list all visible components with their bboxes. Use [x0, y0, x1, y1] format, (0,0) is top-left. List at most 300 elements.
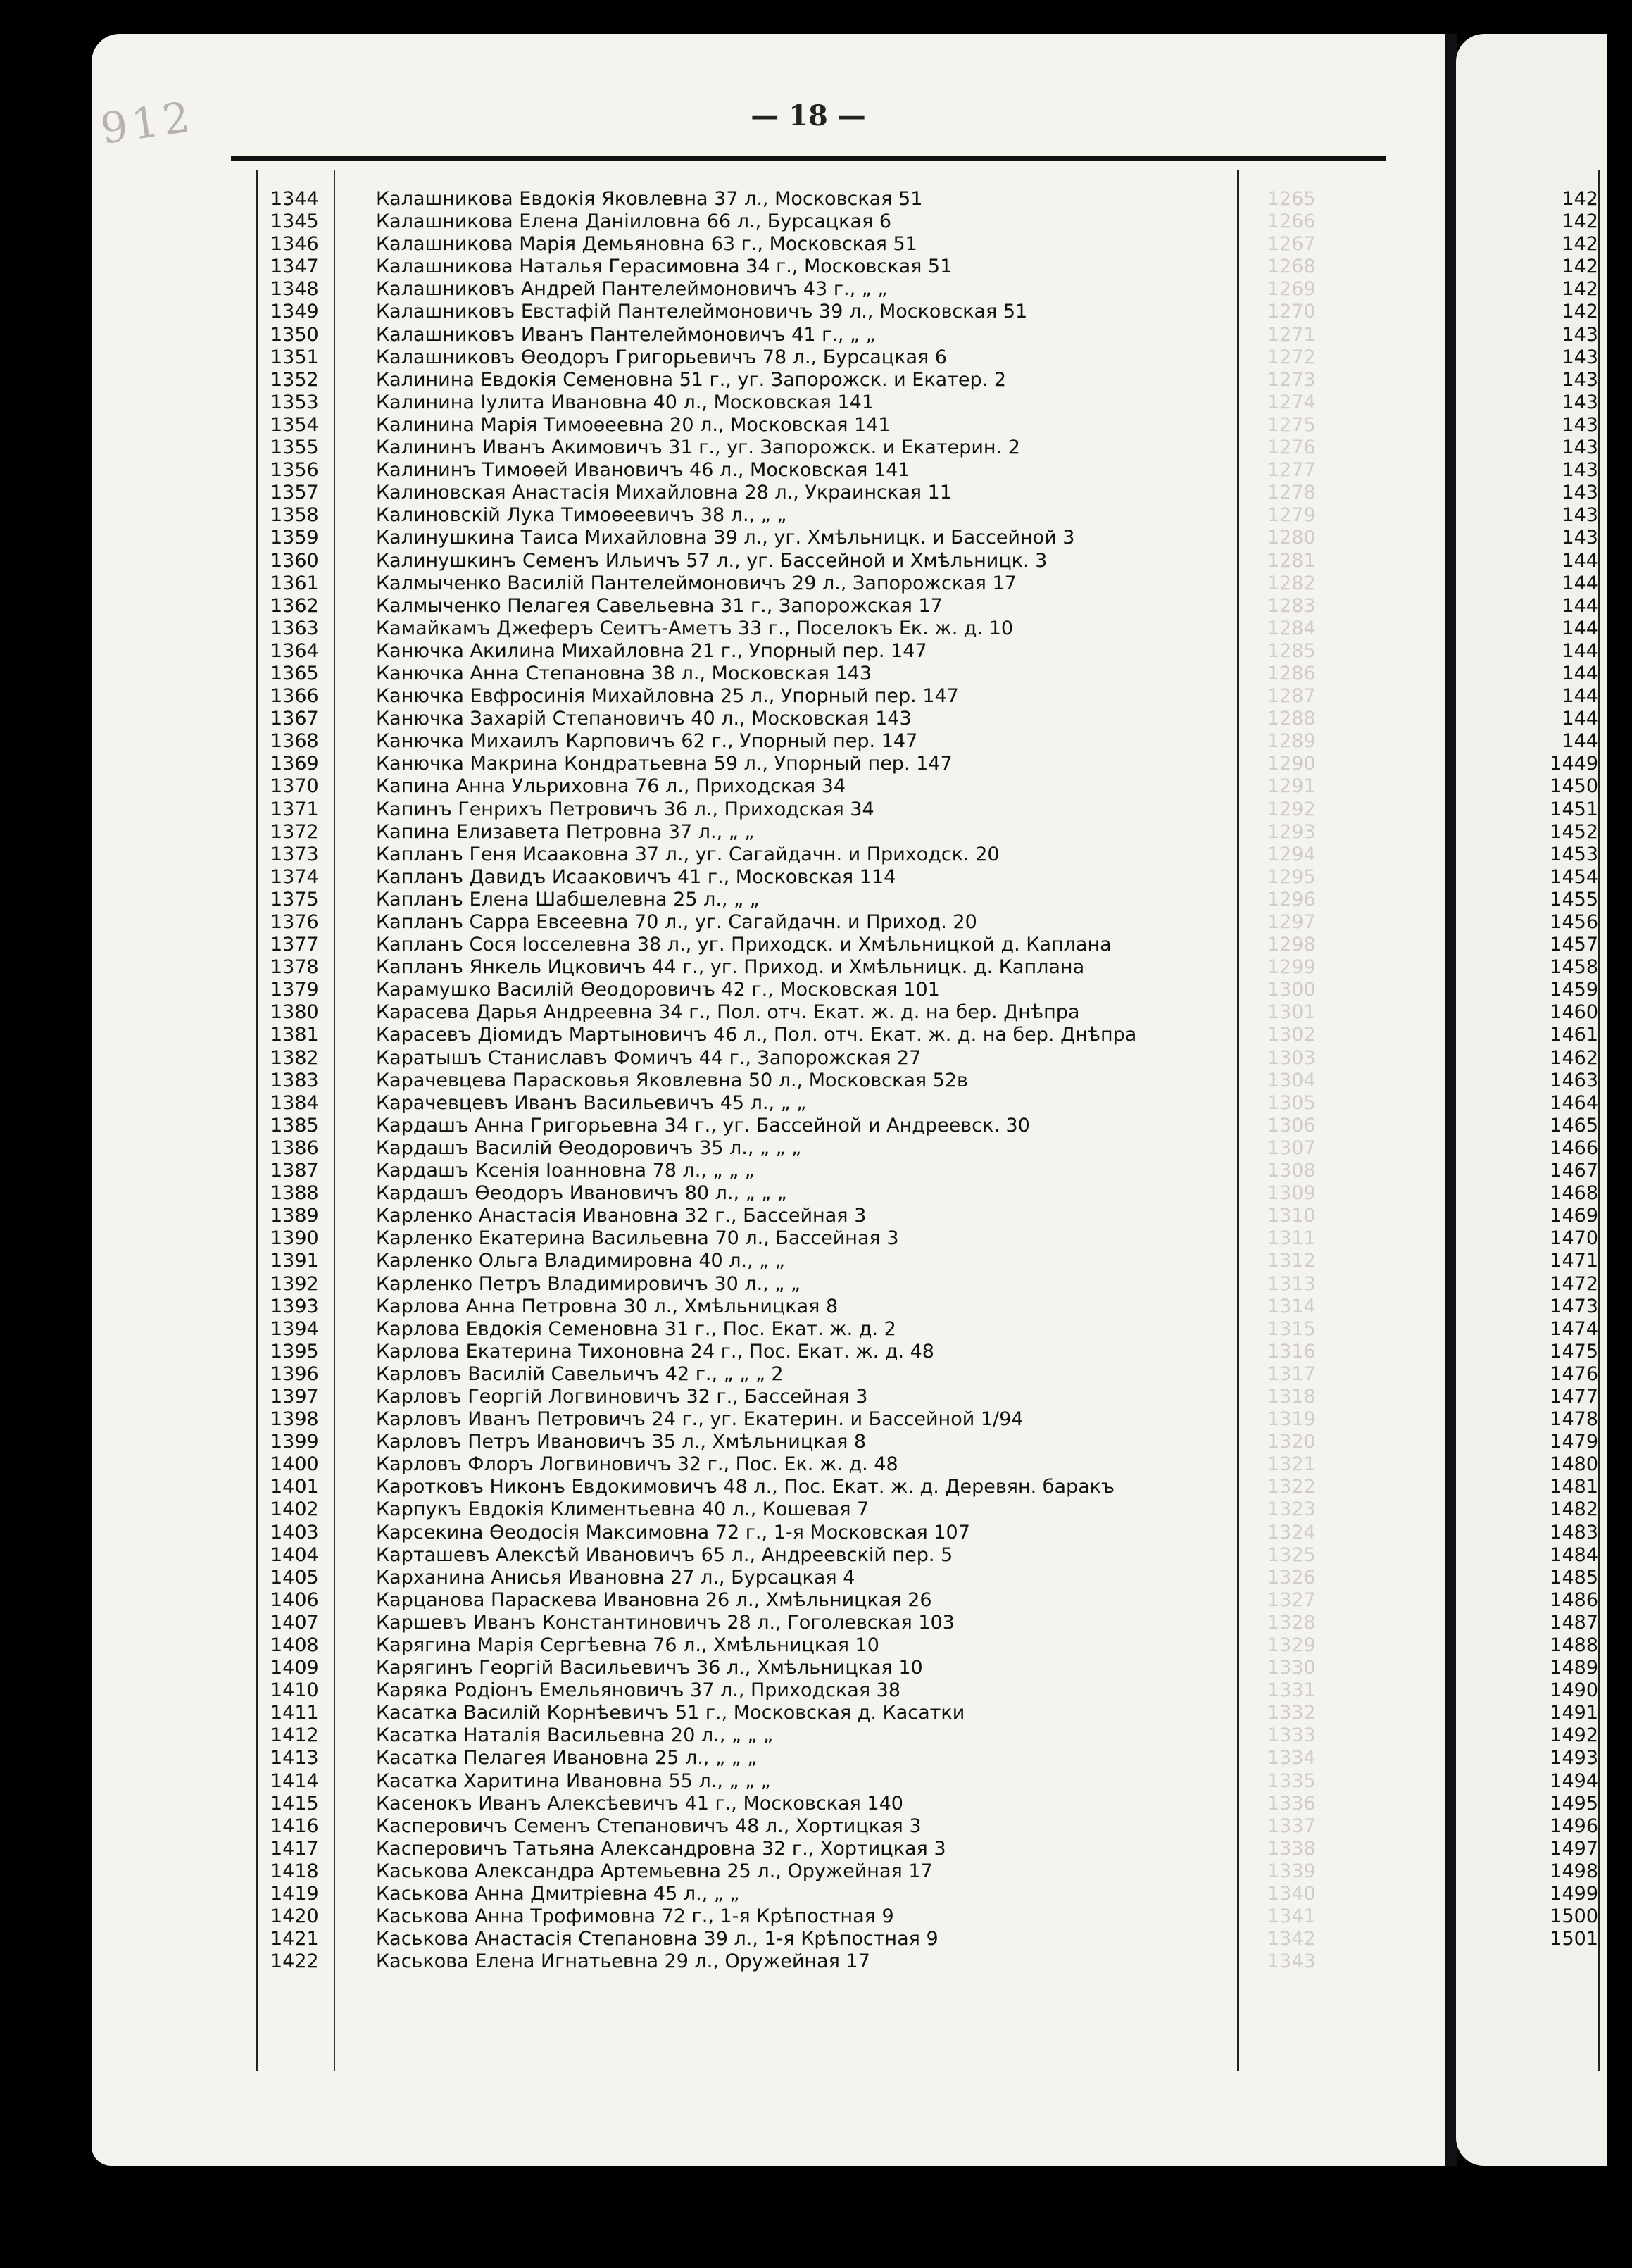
next-page-number: 142 [1562, 188, 1598, 210]
entry-number: 1390 [270, 1227, 319, 1250]
bleed-through-number: 1293 [1267, 820, 1316, 843]
next-page-number: 1491 [1550, 1702, 1598, 1724]
bleed-through-number: 1321 [1267, 1453, 1316, 1476]
entry-text: Карленко Анастасія Ивановна 32 г., Бассейная 3 [376, 1205, 867, 1227]
bleed-through-number: 1329 [1267, 1634, 1316, 1656]
next-page-number: 143 [1562, 482, 1598, 504]
entry-text: Карягинъ Георгій Васильевичъ 36 л., Хмѣльницкая 10 [376, 1657, 923, 1679]
top-rule [231, 156, 1386, 161]
entry-text: Кардашъ Анна Григорьевна 34 г., уг. Бассейной и Андреевск. 30 [376, 1114, 1030, 1136]
entry-number: 1381 [270, 1024, 319, 1046]
entry-number: 1386 [270, 1136, 319, 1159]
bleed-through-number: 1313 [1267, 1272, 1316, 1295]
next-page-number: 1489 [1550, 1657, 1598, 1679]
next-page-number: 1449 [1550, 753, 1598, 775]
bleed-through-number: 1276 [1267, 437, 1316, 459]
next-page-number: 1483 [1550, 1521, 1598, 1543]
next-page-number: 1490 [1550, 1679, 1598, 1702]
entry-text: Карасевъ Діомидъ Мартыновичъ 46 л., Пол. отч. Екат. ж. д. на бер. Днѣпра [376, 1024, 1137, 1046]
bleed-through-number: 1299 [1267, 956, 1316, 979]
entry-number: 1356 [270, 459, 319, 482]
bleed-through-number: 1284 [1267, 617, 1316, 639]
entry-number: 1368 [270, 730, 319, 753]
bleed-through-number: 1314 [1267, 1295, 1316, 1317]
bleed-through-number: 1287 [1267, 685, 1316, 708]
next-page-number: 1485 [1550, 1566, 1598, 1589]
bleed-through-number: 1336 [1267, 1792, 1316, 1815]
next-page-border [1598, 170, 1600, 2071]
bleed-through-number: 1309 [1267, 1182, 1316, 1205]
entry-text: Карханина Анисья Ивановна 27 л., Бурсацкая 4 [376, 1566, 855, 1589]
next-page-number: 1466 [1550, 1136, 1598, 1159]
entry-text: Калинина Евдокія Семеновна 51 г., уг. Запорожск. и Екатер. 2 [376, 368, 1006, 391]
next-page-number: 1464 [1550, 1091, 1598, 1114]
bleed-through-number: 1318 [1267, 1385, 1316, 1408]
entry-number: 1349 [270, 301, 319, 323]
entry-text: Касатка Василій Корнѣевичъ 51 г., Московская д. Касатки [376, 1702, 965, 1724]
entry-number: 1354 [270, 413, 319, 436]
entry-number: 1365 [270, 662, 319, 684]
entry-number: 1367 [270, 708, 319, 730]
entry-number: 1350 [270, 323, 319, 346]
entry-number: 1409 [270, 1657, 319, 1679]
entry-text: Касперовичъ Татьяна Александровна 32 г., Хортицкая 3 [376, 1837, 946, 1860]
entry-text: Камайкамъ Джеферъ Сеитъ-Аметъ 33 г., Поселокъ Ек. ж. д. 10 [376, 617, 1014, 639]
entry-text: Карлова Екатерина Тихоновна 24 г., Пос. Екат. ж. д. 48 [376, 1340, 934, 1362]
entry-text: Каськова Анна Трофимовна 72 г., 1-я Крѣпостная 9 [376, 1905, 894, 1928]
entry-text: Карловъ Флоръ Логвиновичъ 32 г., Пос. Ек. ж. д. 48 [376, 1453, 898, 1476]
entry-text: Карсекина Өеодосія Максимовна 72 г., 1-я Московская 107 [376, 1521, 970, 1543]
bleed-through-numbers [1267, 188, 1316, 1973]
bleed-through-number: 1342 [1267, 1928, 1316, 1950]
next-page-number: 144 [1562, 617, 1598, 639]
bleed-through-number: 1268 [1267, 256, 1316, 278]
entry-text: Калинушкина Таиса Михайловна 39 л., уг. Хмѣльницк. и Бассейной 3 [376, 527, 1075, 549]
entry-text: Калининъ Тимоөей Ивановичъ 46 л., Московская 141 [376, 459, 910, 482]
bleed-through-number: 1322 [1267, 1476, 1316, 1498]
entry-text: Каськова Анна Дмитріевна 45 л., „ „ [376, 1883, 740, 1905]
entry-text: Калашниковъ Иванъ Пантелеймоновичъ 41 г., „ „ [376, 323, 876, 346]
entry-text: Канючка Евфросинія Михайловна 25 л., Упорный пер. 147 [376, 685, 959, 708]
entry-text: Касатка Пелагея Ивановна 25 л., „ „ „ [376, 1747, 758, 1769]
bleed-through-number: 1266 [1267, 211, 1316, 233]
entry-text: Капланъ Сарра Евсеевна 70 л., уг. Сагайдачн. и Приход. 20 [376, 911, 977, 933]
bleed-through-number: 1301 [1267, 1001, 1316, 1024]
number-column-divider [334, 170, 335, 2071]
entry-number: 1380 [270, 1001, 319, 1024]
bleed-through-number: 1310 [1267, 1205, 1316, 1227]
next-page-number: 1458 [1550, 956, 1598, 979]
bleed-through-number: 1327 [1267, 1589, 1316, 1611]
bleed-through-number: 1316 [1267, 1340, 1316, 1362]
entry-number: 1376 [270, 911, 319, 933]
entry-number: 1387 [270, 1160, 319, 1182]
entry-text: Карловъ Петръ Ивановичъ 35 л., Хмѣльницкая 8 [376, 1431, 867, 1453]
next-page-number: 143 [1562, 504, 1598, 527]
bleed-through-number: 1332 [1267, 1702, 1316, 1724]
bleed-through-number: 1279 [1267, 504, 1316, 527]
entry-number: 1418 [270, 1860, 319, 1882]
entry-number: 1398 [270, 1408, 319, 1431]
bleed-through-number: 1338 [1267, 1837, 1316, 1860]
next-page-number: 1484 [1550, 1543, 1598, 1566]
entry-text: Карцанова Параскева Ивановна 26 л., Хмѣльницкая 26 [376, 1589, 932, 1611]
next-page-number: 1498 [1550, 1860, 1598, 1882]
next-page-number: 1496 [1550, 1815, 1598, 1837]
entry-number: 1353 [270, 391, 319, 413]
entry-number: 1411 [270, 1702, 319, 1724]
entry-number: 1420 [270, 1905, 319, 1928]
next-page-number: 143 [1562, 323, 1598, 346]
entry-number: 1366 [270, 685, 319, 708]
next-page-number: 1450 [1550, 775, 1598, 798]
next-page-number: 1467 [1550, 1160, 1598, 1182]
entry-number: 1372 [270, 820, 319, 843]
next-page-number: 1501 [1550, 1928, 1598, 1950]
entry-text: Карленко Петръ Владимировичъ 30 л., „ „ [376, 1272, 801, 1295]
next-page-number: 144 [1562, 662, 1598, 684]
next-page-number: 1495 [1550, 1792, 1598, 1815]
next-page-number: 1477 [1550, 1385, 1598, 1408]
entry-number: 1383 [270, 1069, 319, 1091]
entry-text: Карамушко Василій Өеодоровичъ 42 г., Московская 101 [376, 979, 940, 1001]
entry-number: 1404 [270, 1543, 319, 1566]
next-page-number: 1475 [1550, 1340, 1598, 1362]
next-page-number: 1460 [1550, 1001, 1598, 1024]
entry-number: 1415 [270, 1792, 319, 1815]
next-page-number: 1499 [1550, 1883, 1598, 1905]
bleed-through-number: 1285 [1267, 639, 1316, 662]
entry-number: 1422 [270, 1950, 319, 1973]
entry-number: 1345 [270, 211, 319, 233]
entry-text: Карлова Анна Петровна 30 л., Хмѣльницкая 8 [376, 1295, 839, 1317]
bleed-through-number: 1334 [1267, 1747, 1316, 1769]
entry-text: Калинина Марія Тимоөеевна 20 л., Московская 141 [376, 413, 891, 436]
next-page-number: 143 [1562, 527, 1598, 549]
entry-text: Касатка Харитина Ивановна 55 л., „ „ „ [376, 1769, 771, 1792]
next-page-number: 1472 [1550, 1272, 1598, 1295]
entry-text: Калашникова Наталья Герасимовна 34 г., Московская 51 [376, 256, 953, 278]
next-page-number: 142 [1562, 301, 1598, 323]
bleed-through-number: 1272 [1267, 346, 1316, 368]
entry-number: 1351 [270, 346, 319, 368]
entry-number: 1393 [270, 1295, 319, 1317]
entry-text: Капланъ Елена Шабшелевна 25 л., „ „ [376, 888, 760, 910]
bleed-through-number: 1304 [1267, 1069, 1316, 1091]
entry-text: Каськова Елена Игнатьевна 29 л., Оружейная 17 [376, 1950, 870, 1973]
entry-number: 1373 [270, 843, 319, 865]
table-left-border [256, 170, 258, 2071]
bleed-through-number: 1306 [1267, 1114, 1316, 1136]
bleed-through-number: 1269 [1267, 278, 1316, 301]
entry-number: 1397 [270, 1385, 319, 1408]
entry-number: 1400 [270, 1453, 319, 1476]
entry-number: 1377 [270, 934, 319, 956]
bleed-through-number: 1282 [1267, 572, 1316, 594]
next-page-number: 142 [1562, 211, 1598, 233]
entry-text: Карловъ Иванъ Петровичъ 24 г., уг. Екатерин. и Бассейной 1/94 [376, 1408, 1024, 1431]
entry-text: Карачевцевъ Иванъ Васильевичъ 45 л., „ „ [376, 1091, 807, 1114]
bleed-through-number: 1294 [1267, 843, 1316, 865]
entry-text: Кардашъ Өеодоръ Ивановичъ 80 л., „ „ „ [376, 1182, 787, 1205]
entry-number: 1379 [270, 979, 319, 1001]
next-page-number: 143 [1562, 437, 1598, 459]
bleed-through-number: 1270 [1267, 301, 1316, 323]
entry-number: 1347 [270, 256, 319, 278]
bleed-through-number: 1328 [1267, 1611, 1316, 1634]
entry-text: Карягина Марія Сергѣевна 76 л., Хмѣльницкая 10 [376, 1634, 879, 1656]
next-page-number: 143 [1562, 391, 1598, 413]
next-page-number: 1470 [1550, 1227, 1598, 1250]
entry-text: Капланъ Сося Іосселевна 38 л., уг. Приходск. и Хмѣльницкой д. Каплана [376, 934, 1112, 956]
bleed-through-number: 1333 [1267, 1724, 1316, 1747]
bleed-through-number: 1271 [1267, 323, 1316, 346]
next-page-number: 144 [1562, 730, 1598, 753]
entry-text: Калашниковъ Евстафій Пантелеймоновичъ 39 л., Московская 51 [376, 301, 1028, 323]
next-page-number: 1469 [1550, 1205, 1598, 1227]
entry-number: 1371 [270, 798, 319, 820]
next-page-number: 143 [1562, 368, 1598, 391]
bleed-through-number: 1305 [1267, 1091, 1316, 1114]
bleed-through-number: 1317 [1267, 1362, 1316, 1385]
bleed-through-number: 1341 [1267, 1905, 1316, 1928]
entry-text: Канючка Акилина Михайловна 21 г., Упорный пер. 147 [376, 639, 927, 662]
entry-number: 1394 [270, 1317, 319, 1340]
entry-number: 1352 [270, 368, 319, 391]
entry-text: Каряка Родіонъ Емельяновичъ 37 л., Приходская 38 [376, 1679, 901, 1702]
entry-number: 1405 [270, 1566, 319, 1589]
entry-text: Карасева Дарья Андреевна 34 г., Пол. отч. Екат. ж. д. на бер. Днѣпра [376, 1001, 1080, 1024]
next-page-numbers [1521, 188, 1598, 1950]
entry-text: Калинина Іулита Ивановна 40 л., Московская 141 [376, 391, 874, 413]
next-page-number: 142 [1562, 278, 1598, 301]
entry-text: Капланъ Давидъ Исааковичъ 41 г., Московская 114 [376, 865, 896, 888]
entry-number: 1412 [270, 1724, 319, 1747]
entry-number: 1388 [270, 1182, 319, 1205]
handwritten-archive-mark: 912 [97, 92, 197, 154]
bleed-through-number: 1281 [1267, 549, 1316, 572]
next-page-number: 1482 [1550, 1498, 1598, 1521]
next-page-number: 144 [1562, 639, 1598, 662]
next-page-number: 1471 [1550, 1250, 1598, 1272]
entry-text: Капина Елизавета Петровна 37 л., „ „ [376, 820, 755, 843]
next-page-number: 1474 [1550, 1317, 1598, 1340]
bleed-through-number: 1315 [1267, 1317, 1316, 1340]
bleed-through-number: 1275 [1267, 413, 1316, 436]
bleed-through-number: 1302 [1267, 1024, 1316, 1046]
entry-number: 1399 [270, 1431, 319, 1453]
bleed-through-number: 1311 [1267, 1227, 1316, 1250]
entry-number: 1408 [270, 1634, 319, 1656]
bleed-through-number: 1298 [1267, 934, 1316, 956]
entry-text: Каськова Александра Артемьевна 25 л., Оружейная 17 [376, 1860, 933, 1882]
entry-number: 1414 [270, 1769, 319, 1792]
entry-text: Калашникова Евдокія Яковлевна 37 л., Московская 51 [376, 188, 923, 210]
entry-number: 1361 [270, 572, 319, 594]
entry-number: 1396 [270, 1362, 319, 1385]
next-page-number: 1488 [1550, 1634, 1598, 1656]
bleed-through-number: 1303 [1267, 1046, 1316, 1069]
bleed-through-number: 1337 [1267, 1815, 1316, 1837]
entry-text: Канючка Макрина Кондратьевна 59 л., Упорный пер. 147 [376, 753, 953, 775]
entry-text: Капланъ Янкель Ицковичъ 44 г., уг. Приход. и Хмѣльницк. д. Каплана [376, 956, 1085, 979]
bleed-through-number: 1312 [1267, 1250, 1316, 1272]
next-page-number: 1486 [1550, 1589, 1598, 1611]
entry-number: 1362 [270, 594, 319, 617]
entry-text: Касатка Наталія Васильевна 20 л., „ „ „ [376, 1724, 773, 1747]
next-page-number: 1476 [1550, 1362, 1598, 1385]
entry-text: Калмыченко Пелагея Савельевна 31 г., Запорожская 17 [376, 594, 943, 617]
entry-text: Карпукъ Евдокія Климентьевна 40 л., Кошевая 7 [376, 1498, 870, 1521]
bleed-through-number: 1273 [1267, 368, 1316, 391]
bleed-through-number: 1339 [1267, 1860, 1316, 1882]
entry-number: 1346 [270, 233, 319, 256]
next-page-number: 1463 [1550, 1069, 1598, 1091]
entry-number: 1416 [270, 1815, 319, 1837]
entry-text: Карловъ Георгій Логвиновичъ 32 г., Бассейная 3 [376, 1385, 868, 1408]
bleed-through-number: 1331 [1267, 1679, 1316, 1702]
entry-number: 1419 [270, 1883, 319, 1905]
bleed-through-number: 1308 [1267, 1160, 1316, 1182]
entry-text: Капина Анна Ульриховна 76 л., Приходская 34 [376, 775, 846, 798]
bleed-through-number: 1289 [1267, 730, 1316, 753]
bleed-through-number: 1267 [1267, 233, 1316, 256]
entry-number: 1421 [270, 1928, 319, 1950]
bleed-through-number: 1325 [1267, 1543, 1316, 1566]
entry-text: Кардашъ Ксенія Іоанновна 78 л., „ „ „ [376, 1160, 755, 1182]
entry-text: Калашникова Елена Даніиловна 66 л., Бурсацкая 6 [376, 211, 892, 233]
next-page-number: 1461 [1550, 1024, 1598, 1046]
entry-number: 1392 [270, 1272, 319, 1295]
entry-number: 1385 [270, 1114, 319, 1136]
entry-text: Карловъ Василій Савельичъ 42 г., „ „ „ 2 [376, 1362, 784, 1385]
entry-text: Калиновская Анастасія Михайловна 28 л., Украинская 11 [376, 482, 952, 504]
next-page-number: 1492 [1550, 1724, 1598, 1747]
entry-text: Карташевъ Алексѣй Ивановичъ 65 л., Андреевскій пер. 5 [376, 1543, 953, 1566]
next-page-number: 1493 [1550, 1747, 1598, 1769]
next-page-number: 1478 [1550, 1408, 1598, 1431]
entry-text: Каротковъ Никонъ Евдокимовичъ 48 л., Пос. Екат. ж. д. Деревян. баракъ [376, 1476, 1115, 1498]
entry-number: 1344 [270, 188, 319, 210]
entry-number: 1378 [270, 956, 319, 979]
entry-text: Каськова Анастасія Степановна 39 л., 1-я Крѣпостная 9 [376, 1928, 939, 1950]
entry-text: Калинушкинъ Семенъ Ильичъ 57 л., уг. Бассейной и Хмѣльницк. 3 [376, 549, 1048, 572]
entry-text: Карачевцева Парасковья Яковлевна 50 л., Московская 52в [376, 1069, 968, 1091]
next-page-number: 144 [1562, 549, 1598, 572]
next-page-number: 1455 [1550, 888, 1598, 910]
entry-text: Калининъ Иванъ Акимовичъ 31 г., уг. Запорожск. и Екатерин. 2 [376, 437, 1020, 459]
entry-text: Калмыченко Василій Пантелеймоновичъ 29 л., Запорожская 17 [376, 572, 1017, 594]
next-page-number: 1481 [1550, 1476, 1598, 1498]
entry-number: 1382 [270, 1046, 319, 1069]
bleed-through-number: 1335 [1267, 1769, 1316, 1792]
entry-text: Каршевъ Иванъ Константиновичъ 28 л., Гоголевская 103 [376, 1611, 955, 1634]
next-page-number: 142 [1562, 233, 1598, 256]
entry-number: 1413 [270, 1747, 319, 1769]
entry-number: 1395 [270, 1340, 319, 1362]
entry-number: 1407 [270, 1611, 319, 1634]
entry-number: 1406 [270, 1589, 319, 1611]
entry-number: 1348 [270, 278, 319, 301]
bleed-through-number: 1324 [1267, 1521, 1316, 1543]
entry-number: 1401 [270, 1476, 319, 1498]
entry-number: 1369 [270, 753, 319, 775]
entry-number: 1370 [270, 775, 319, 798]
entry-number: 1403 [270, 1521, 319, 1543]
next-page-number: 143 [1562, 346, 1598, 368]
entry-text: Калашниковъ Өеодоръ Григорьевичъ 78 л., Бурсацкая 6 [376, 346, 947, 368]
next-page-number: 1487 [1550, 1611, 1598, 1634]
entry-number: 1389 [270, 1205, 319, 1227]
bleed-through-number: 1307 [1267, 1136, 1316, 1159]
next-page-number: 1452 [1550, 820, 1598, 843]
bleed-through-number: 1291 [1267, 775, 1316, 798]
next-page-number: 1462 [1550, 1046, 1598, 1069]
entry-text: Калашникова Марія Демьяновна 63 г., Московская 51 [376, 233, 917, 256]
next-page-number: 144 [1562, 685, 1598, 708]
next-page-number: 1468 [1550, 1182, 1598, 1205]
bleed-through-number: 1274 [1267, 391, 1316, 413]
bleed-through-number: 1278 [1267, 482, 1316, 504]
next-page-number: 144 [1562, 572, 1598, 594]
next-page-number: 1479 [1550, 1431, 1598, 1453]
page-number: — 18 — [751, 99, 866, 132]
entry-text: Канючка Михаилъ Карповичъ 62 г., Упорный пер. 147 [376, 730, 918, 753]
next-page-number: 144 [1562, 708, 1598, 730]
next-page-number: 1456 [1550, 911, 1598, 933]
table-right-border [1237, 170, 1239, 2071]
entry-number: 1358 [270, 504, 319, 527]
entry-text: Капинъ Генрихъ Петровичъ 36 л., Приходская 34 [376, 798, 874, 820]
next-page-number: 1500 [1550, 1905, 1598, 1928]
entry-text: Канючка Захарій Степановичъ 40 л., Московская 143 [376, 708, 912, 730]
entry-text: Карлова Евдокія Семеновна 31 г., Пос. Екат. ж. д. 2 [376, 1317, 896, 1340]
entry-text: Касенокъ Иванъ Алексѣевичъ 41 г., Московская 140 [376, 1792, 903, 1815]
next-page-number: 1457 [1550, 934, 1598, 956]
entry-number: 1384 [270, 1091, 319, 1114]
entry-text: Канючка Анна Степановна 38 л., Московская 143 [376, 662, 872, 684]
bleed-through-number: 1280 [1267, 527, 1316, 549]
bleed-through-number: 1340 [1267, 1883, 1316, 1905]
entry-text: Капланъ Геня Исааковна 37 л., уг. Сагайдачн. и Приходск. 20 [376, 843, 1000, 865]
bleed-through-number: 1300 [1267, 979, 1316, 1001]
bleed-through-number: 1296 [1267, 888, 1316, 910]
bleed-through-number: 1265 [1267, 188, 1316, 210]
entry-text: Касперовичъ Семенъ Степановичъ 48 л., Хортицкая 3 [376, 1815, 922, 1837]
bleed-through-number: 1326 [1267, 1566, 1316, 1589]
entry-number: 1374 [270, 865, 319, 888]
next-page-number: 1453 [1550, 843, 1598, 865]
entry-text: Карленко Екатерина Васильевна 70 л., Бассейная 3 [376, 1227, 899, 1250]
entry-number: 1357 [270, 482, 319, 504]
bleed-through-number: 1286 [1267, 662, 1316, 684]
entry-text: Калашниковъ Андрей Пантелеймоновичъ 43 г., „ „ [376, 278, 888, 301]
next-page-number: 1465 [1550, 1114, 1598, 1136]
next-page-number: 1494 [1550, 1769, 1598, 1792]
next-page-number: 1480 [1550, 1453, 1598, 1476]
entry-number: 1402 [270, 1498, 319, 1521]
bleed-through-number: 1290 [1267, 753, 1316, 775]
entry-number: 1417 [270, 1837, 319, 1860]
entry-text: Карленко Ольга Владимировна 40 л., „ „ [376, 1250, 785, 1272]
next-page-number: 142 [1562, 256, 1598, 278]
entry-text: Каратышъ Станиславъ Фомичъ 44 г., Запорожская 27 [376, 1046, 922, 1069]
next-page-number: 144 [1562, 594, 1598, 617]
entry-number: 1364 [270, 639, 319, 662]
entry-number: 1355 [270, 437, 319, 459]
entry-number: 1360 [270, 549, 319, 572]
bleed-through-number: 1343 [1267, 1950, 1316, 1973]
